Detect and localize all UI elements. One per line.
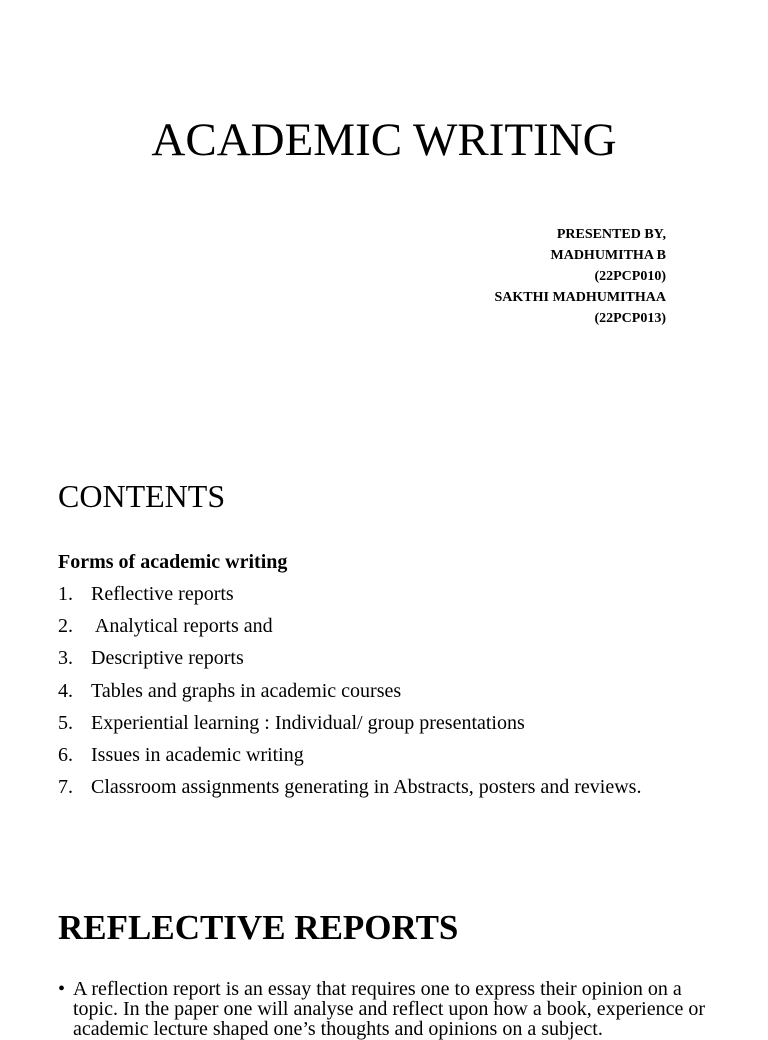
presenter-name: SAKTHI MADHUMITHAA	[494, 290, 666, 305]
list-item-label: Tables and graphs in academic courses	[91, 679, 402, 702]
list-item-label: Experiential learning : Individual/ group presentations	[91, 711, 525, 734]
list-item	[58, 610, 641, 642]
list-item-label: Reflective reports	[91, 583, 234, 605]
list-item	[58, 707, 641, 739]
list-item	[58, 771, 641, 803]
list-item-number: 1.	[58, 583, 73, 605]
presenters-block	[494, 224, 666, 329]
list-item-label: Analytical reports and	[91, 615, 273, 638]
list-item-number: 3.	[58, 647, 73, 670]
bullet-paragraph	[58, 979, 718, 1039]
list-item-number: 4.	[58, 679, 73, 702]
presented-by-label: PRESENTED BY,	[556, 227, 666, 242]
list-item-number: 6.	[58, 743, 73, 766]
list-item	[58, 642, 641, 674]
presenter-id: (22PCP013)	[594, 311, 666, 326]
contents-heading: CONTENTS	[58, 478, 226, 514]
list-item-number: 5.	[58, 711, 73, 734]
list-item-label: Classroom assignments generating in Abstracts, posters and reviews.	[91, 776, 642, 799]
list-item	[58, 578, 641, 610]
bullet-text: A reflection report is an essay that requires one to express their opinion on a topic. In the paper one will analyse and reflect upon how a book, experience or academic lecture shaped one’s thoughts and opinions on a subject.	[73, 978, 705, 1040]
list-item-number: 7.	[58, 776, 73, 799]
presenter-name: MADHUMITHA B	[550, 248, 666, 263]
list-item-label: Descriptive reports	[91, 647, 244, 670]
bullet-icon: •	[58, 978, 66, 1000]
list-item	[58, 675, 641, 707]
presenter-id: (22PCP010)	[594, 269, 666, 284]
section-heading: REFLECTIVE REPORTS	[58, 908, 459, 947]
contents-subheading: Forms of academic writing	[58, 551, 288, 573]
list-item-number: 2.	[58, 615, 73, 638]
contents-list	[58, 578, 641, 803]
document-title: ACADEMIC WRITING	[151, 114, 617, 166]
list-item	[58, 739, 641, 771]
list-item-label: Issues in academic writing	[91, 743, 304, 766]
